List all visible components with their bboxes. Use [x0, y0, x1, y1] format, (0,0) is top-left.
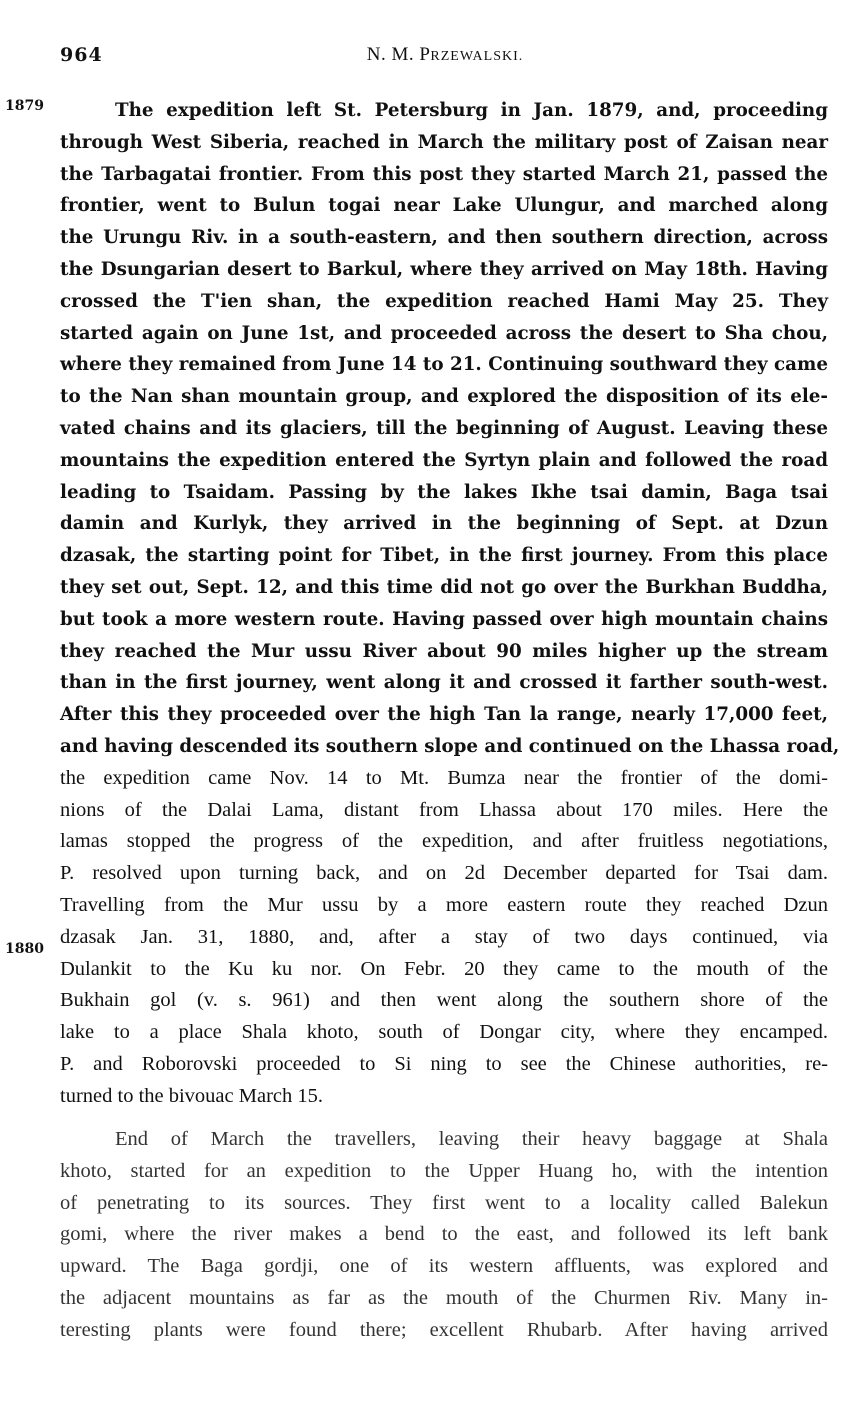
text-line: the Tarbagatai frontier. From this post they started March 21, passed the [60, 163, 828, 185]
text-line: khoto, started for an expedition to the Upper Huang ho, with the intention [60, 1159, 828, 1182]
text-line: dzasak Jan. 31, 1880, and, after a stay of two days continued, via [60, 925, 828, 948]
text-line: vated chains and its glaciers, till the beginning of August. Leaving these [60, 418, 828, 439]
text-line: teresting plants were found there; excellent Rhubarb. After having arrived [60, 1318, 828, 1341]
text-line: Dulankit to the Ku ku nor. On Febr. 20 they came to the mouth of the [60, 957, 828, 980]
text-line: and having descended its southern slope and continued on the Lhassa road, [60, 736, 840, 757]
text-line: but took a more western route. Having passed over high mountain chains [60, 608, 828, 630]
running-head [60, 44, 830, 66]
text-line: upward. The Baga gordji, one of its western affluents, was explored and [60, 1255, 828, 1278]
text-line: started again on June 1st, and proceeded across the desert to Sha chou, [60, 322, 828, 344]
page-header [60, 44, 830, 74]
text-line: The expedition left St. Petersburg in Jan. 1879, and, proceeding [115, 100, 828, 121]
text-line: through West Siberia, reached in March the military post of Zaisan near [60, 131, 828, 153]
text-line: than in the first journey, went along it and crossed it farther south-west. [60, 672, 828, 694]
text-line: the Urungu Riv. in a south-eastern, and then southern direction, across [60, 227, 828, 249]
text-line: they set out, Sept. 12, and this time did not go over the Burkhan Buddha, [60, 577, 828, 598]
text-line: the expedition came Nov. 14 to Mt. Bumza near the frontier of the domi- [60, 766, 828, 789]
text-line: where they remained from June 14 to 21. Continuing southward they came [60, 354, 828, 376]
text-line: lake to a place Shala khoto, south of Dongar city, where they encamped. [60, 1021, 828, 1044]
text-line: Travelling from the Mur ussu by a more eastern route they reached Dzun [60, 894, 828, 916]
text-line: After this they proceeded over the high Tan la range, nearly 17,000 feet, [60, 704, 828, 726]
margin-year-1879: 1879 [5, 98, 44, 114]
text-line: leading to Tsaidam. Passing by the lakes Ikhe tsai damin, Baga tsai [60, 481, 828, 503]
text-line: gomi, where the river makes a bend to the east, and followed its left bank [60, 1223, 828, 1246]
text-line: to the Nan shan mountain group, and explored the disposition of its ele- [60, 386, 828, 408]
text-line: turned to the bivouac March 15. [60, 1084, 324, 1107]
text-line: P. and Roborovski proceeded to Si ning to see the Chinese authorities, re- [60, 1053, 828, 1075]
text-line: Bukhain gol (v. s. 961) and then went along the southern shore of the [60, 989, 828, 1012]
text-line: crossed the T'ien shan, the expedition reached Hami May 25. They [60, 290, 828, 312]
running-head-smallcaps: RZEWALSKI. [430, 49, 524, 64]
text-line: End of March the travellers, leaving their heavy baggage at Shala [115, 1128, 828, 1150]
running-head-initials: N. M. P [366, 44, 431, 65]
text-line: damin and Kurlyk, they arrived in the beginning of Sept. at Dzun [60, 513, 828, 535]
text-line: the adjacent mountains as far as the mouth of the Churmen Riv. Many in- [60, 1287, 828, 1309]
text-line: they reached the Mur ussu River about 90 miles higher up the stream [60, 640, 828, 662]
text-line: of penetrating to its sources. They first went to a locality called Balekun [60, 1191, 828, 1214]
text-line: mountains the expedition entered the Syrtyn plain and followed the road [60, 449, 828, 471]
text-line: dzasak, the starting point for Tibet, in the first journey. From this place [60, 545, 828, 567]
text-line: the Dsungarian desert to Barkul, where they arrived on May 18th. Having [60, 259, 828, 280]
text-line: nions of the Dalai Lama, distant from Lhassa about 170 miles. Here the [60, 798, 828, 821]
text-line: P. resolved upon turning back, and on 2d December departed for Tsai dam. [60, 862, 828, 885]
text-line: lamas stopped the progress of the expedition, and after fruitless negotiations, [60, 830, 828, 853]
text-line: frontier, went to Bulun togai near Lake Ulungur, and marched along [60, 195, 828, 217]
margin-year-1880: 1880 [5, 941, 44, 957]
page-number: 964 [60, 44, 103, 66]
